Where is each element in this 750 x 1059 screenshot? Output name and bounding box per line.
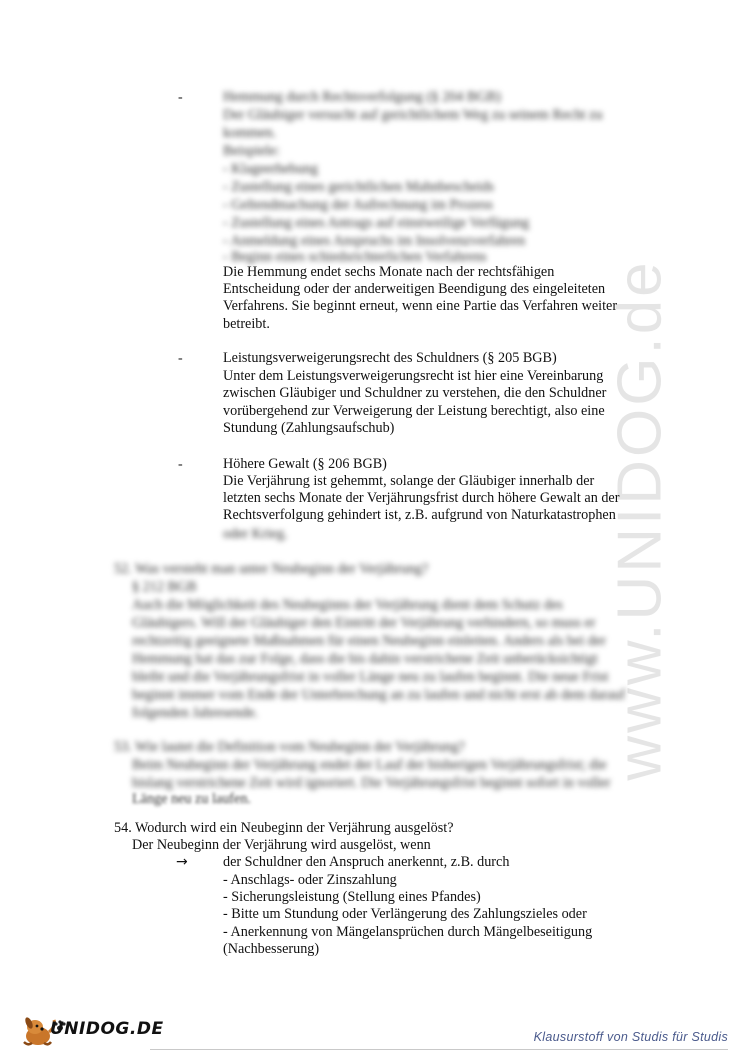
q52-line: Hemmung hat das zur Folge, dass die bis dahin verstrichene Zeit unberücksichtigt <box>132 651 598 667</box>
q54-item: - Anschlags- oder Zinszahlung <box>223 872 397 888</box>
hemmung-blur-line: kommen. <box>223 125 277 141</box>
q52-line: folgenden Jahresende. <box>132 705 259 721</box>
q53-line: Beim Neubeginn der Verjährung endet der Lauf der bisherigen Verjährungsfrist; die <box>132 757 607 773</box>
gewalt-title: Höhere Gewalt (§ 206 BGB) <box>223 456 387 472</box>
hemmung-blur-line: - Beginn eines schiedsrichterlichen Verfahrens <box>223 249 487 265</box>
hemmung-title: Hemmung durch Rechtsverfolgung (§ 204 BGB) <box>223 89 501 105</box>
hemmung-blur-line: - Klageerhebung <box>223 161 318 177</box>
hemmung-text-line: Die Hemmung endet sechs Monate nach der rechtsfähigen <box>223 264 555 280</box>
hemmung-text-line: betreibt. <box>223 316 270 332</box>
hemmung-blur-line: - Zustellung eines gerichtlichen Mahnbescheids <box>223 179 495 195</box>
q52-line: bleibt und die Verjährungsfrist in voller Länge neu zu laufen beginnt. Die neue Frist <box>132 669 609 685</box>
q54-item: - Anerkennung von Mängelansprüchen durch Mängelbeseitigung <box>223 924 593 940</box>
footer-slogan: Klausurstoff von Studis für Studis <box>533 1030 728 1044</box>
q54-item: - Bitte um Stundung oder Verlängerung des Zahlungszieles oder <box>223 906 587 922</box>
hemmung-blur-line: Der Gläubiger versucht auf gerichtlichem Weg zu seinem Recht zu <box>223 107 603 123</box>
leistung-title: Leistungsverweigerungsrecht des Schuldners (§ 205 BGB) <box>223 350 557 366</box>
hemmung-text-line: Entscheidung oder der anderweitigen Beendigung des eingeleiteten <box>223 281 606 297</box>
gewalt-text-line: Die Verjährung ist gehemmt, solange der Gläubiger innerhalb der <box>223 473 595 489</box>
q52-line: rechtzeitig geeignete Maßnahmen für einen Neubeginn einleiten. Anders als bei der <box>132 633 606 649</box>
hemmung-blur-line: - Geltendmachung der Aufrechnung im Prozess <box>223 197 493 213</box>
q52-heading: 52. Was versteht man unter Neubeginn der Verjährung? <box>114 561 429 577</box>
bullet-dash: - <box>178 90 183 105</box>
bullet-dash: - <box>178 351 183 366</box>
q54-item: (Nachbesserung) <box>223 941 320 957</box>
logo-text: UNIDOG.DE <box>50 1019 164 1039</box>
q54-item: - Sicherungsleistung (Stellung eines Pfandes) <box>223 889 481 905</box>
leistung-text-line: Stundung (Zahlungsaufschub) <box>223 420 395 436</box>
q54-heading: 54. Wodurch wird ein Neubeginn der Verjährung ausgelöst? <box>114 820 454 836</box>
watermark-text: www.UNIDOG.de <box>605 259 675 781</box>
leistung-text-line: Unter dem Leistungsverweigerungsrecht ist hier eine Vereinbarung <box>223 368 604 384</box>
q53-line: Länge neu zu laufen. <box>132 791 251 807</box>
q54-intro: Der Neubeginn der Verjährung wird ausgelöst, wenn <box>132 837 431 853</box>
leistung-text-line: vorübergehend zur Verweigerung der Leistung berechtigt, also eine <box>223 403 605 419</box>
leistung-text-line: zwischen Gläubiger und Schuldner zu verstehen, die den Schuldner <box>223 385 607 401</box>
q52-line: beginnt immer vom Ende der Unterbrechung an zu laufen und nicht erst ab dem darauf <box>132 687 626 703</box>
gewalt-blur-line: oder Krieg. <box>223 526 288 542</box>
q52-line: Auch die Möglichkeit des Neubeginns der Verjährung dient dem Schutz des <box>132 597 563 613</box>
q52-line: Gläubigers. Will der Gläubiger den Eintritt der Verjährung verhindern, so muss er <box>132 615 596 631</box>
hemmung-blur-line: - Anmeldung eines Anspruchs im Insolvenzverfahren <box>223 233 526 249</box>
footer-divider <box>150 1049 728 1050</box>
q52-line: § 212 BGB <box>132 579 197 595</box>
arrow-icon: → <box>176 854 188 870</box>
bullet-dash: - <box>178 457 183 472</box>
gewalt-text-line: Rechtsverfolgung gehindert ist, z.B. aufgrund von Naturkatastrophen <box>223 507 616 523</box>
q54-item: der Schuldner den Anspruch anerkennt, z.B. durch <box>223 854 510 870</box>
hemmung-blur-line: - Zustellung eines Antrags auf einstweilige Verfügung <box>223 215 530 231</box>
hemmung-blur-line: Beispiele: <box>223 143 280 159</box>
gewalt-text-line: letzten sechs Monate der Verjährungsfrist durch höhere Gewalt an der <box>223 490 620 506</box>
q53-heading: 53. Wie lautet die Definition vom Neubeginn der Verjährung? <box>114 739 465 755</box>
hemmung-text-line: Verfahrens. Sie beginnt erneut, wenn eine Partie das Verfahren weiter <box>223 298 618 314</box>
q53-line: bislang verstrichene Zeit wird ignoriert. Die Verjährungsfrist beginnt sofort in voller <box>132 775 611 791</box>
